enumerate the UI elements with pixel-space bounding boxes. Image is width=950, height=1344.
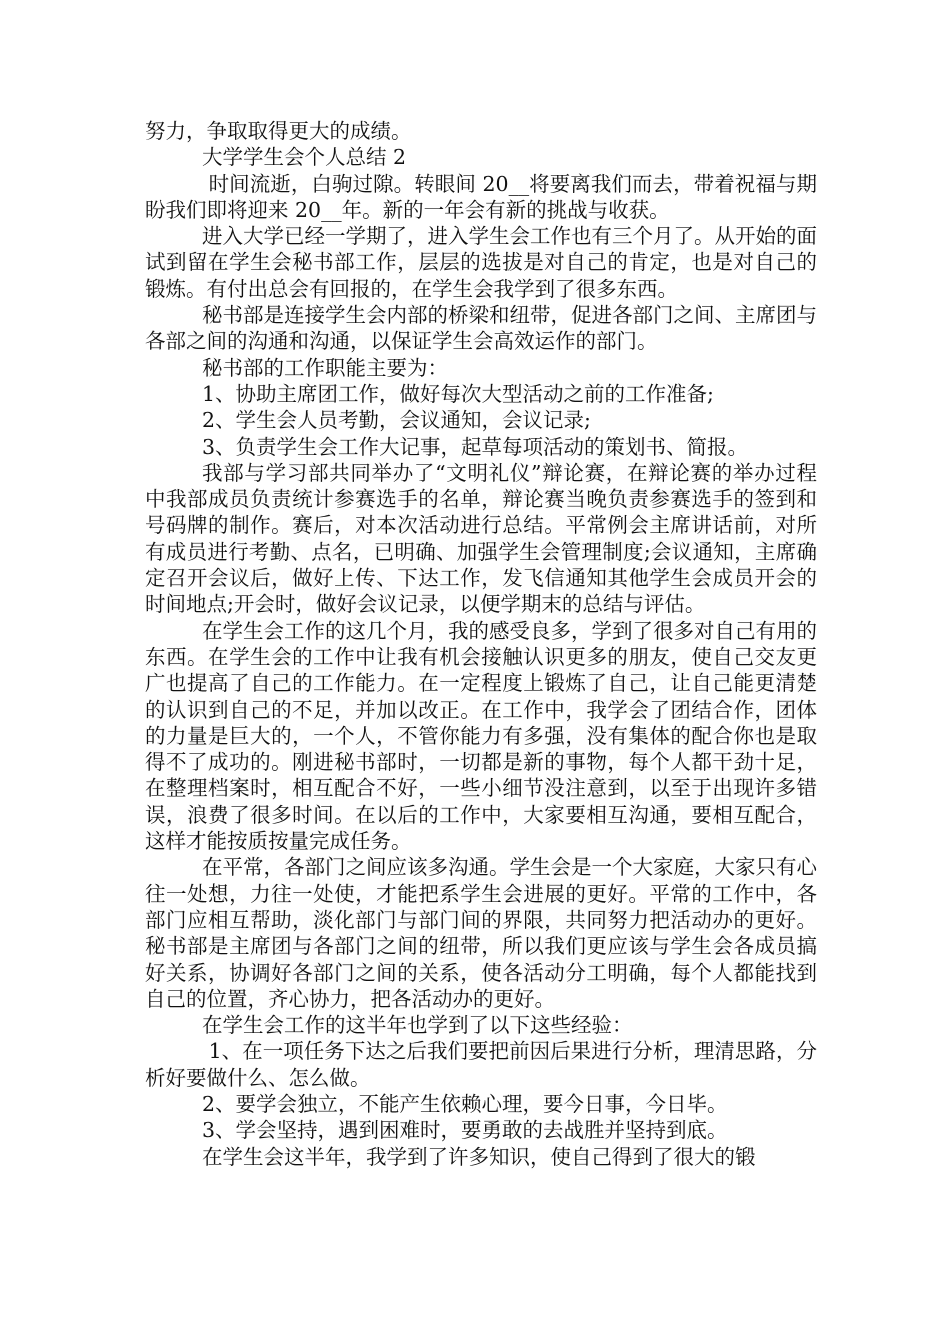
- list-item: 3、学会坚持，遇到困难时，要勇敢的去战胜并坚持到底。: [202, 1118, 728, 1143]
- paragraph: 进入大学已经一学期了，进入学生会工作也有三个月了。从开始的面试到留在学生会秘书部工作，层层的选拔是对自己的肯定，也是对自己的锻炼。有付出总会有回报的，在学生会我学到了很多东西。: [145, 224, 817, 301]
- paragraph: 我部与学习部共同举办了“文明礼仪”辩论赛，在辩论赛的举办过程中我部成员负责统计参赛选手的名单，辩论赛当晚负责参赛选手的签到和号码牌的制作。赛后，对本次活动进行总结。平常例会主席讲话前，对所有成员进行考勤、点名，已明确、加强学生会管理制度;会议通知，主席确定召开会议后，做好上传、下达工作，发飞信通知其他学生会成员开会的时间地点;开会时，做好会议记录，以便学期末的总结与评估。: [145, 460, 817, 617]
- document-body: [145, 118, 817, 1170]
- list-item: 1、在一项任务下达之后我们要把前因后果进行分析，理清思路，分析好要做什么、怎么做。: [145, 1039, 817, 1090]
- list-item: 2、要学会独立，不能产生依赖心理，要今日事，今日毕。: [202, 1091, 728, 1116]
- section-heading: 大学学生会个人总结 2: [202, 145, 407, 170]
- paragraph: 在学生会工作的这半年也学到了以下这些经验：: [202, 1013, 633, 1038]
- list-item: 2、学生会人员考勤，会议通知，会议记录;: [202, 408, 591, 433]
- paragraph: 努力，争取取得更大的成绩。: [145, 119, 412, 143]
- paragraph: 时间流逝，白驹过隙。转眼间 20__将要离我们而去，带着祝福与期盼我们即将迎来 20__年。新的一年会有新的挑战与收获。: [145, 171, 817, 222]
- paragraph: 在平常，各部门之间应该多沟通。学生会是一个大家庭，大家只有心往一处想，力往一处使，才能把系学生会进展的更好。平常的工作中，各部门应相互帮助，淡化部门与部门间的界限，共同努力把活动办的更好。秘书部是主席团与各部门之间的纽带，所以我们更应该与学生会各成员搞好关系，协调好各部门之间的关系，使各活动分工明确，每个人都能找到自己的位置，齐心协力，把各活动办的更好。: [145, 855, 817, 1011]
- paragraph: 在学生会工作的这几个月，我的感受良多，学到了很多对自己有用的东西。在学生会的工作中让我有机会接触认识更多的朋友，使自己交友更广也提高了自己的工作能力。在一定程度上锻炼了自己，让自己能更清楚的认识到自己的不足，并加以改正。在工作中，我学会了团结合作，团体的力量是巨大的，一个人，不管你能力有多强，没有集体的配合你也是取得不了成功的。刚进秘书部时，一切都是新的事物，每个人都干劲十足，在整理档案时，相互配合不好，一些小细节没注意到，以至于出现许多错误，浪费了很多时间。在以后的工作中，大家要相互沟通，要相互配合，这样才能按质按量完成任务。: [145, 618, 817, 854]
- list-item: 1、协助主席团工作，做好每次大型活动之前的工作准备;: [202, 381, 714, 406]
- paragraph: 秘书部的工作职能主要为：: [202, 355, 448, 380]
- list-item: 3、负责学生会工作大记事，起草每项活动的策划书、简报。: [202, 434, 749, 459]
- paragraph: 在学生会这半年，我学到了许多知识，使自己得到了很大的锻: [202, 1144, 756, 1169]
- paragraph: 秘书部是连接学生会内部的桥梁和纽带，促进各部门之间、主席团与各部之间的沟通和沟通，以保证学生会高效运作的部门。: [145, 303, 817, 354]
